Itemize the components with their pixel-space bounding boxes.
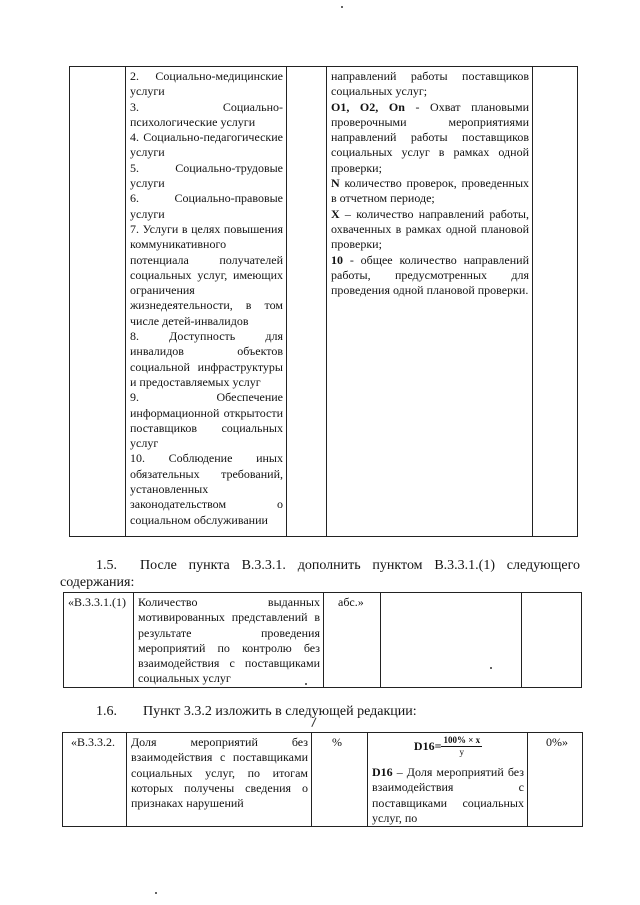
table3-value-cell	[528, 733, 583, 827]
table2-description-cell	[134, 593, 324, 688]
table3-description: Доля мероприятий без взаимодействия с поставщиками социальных услуг, по итогам которых получены сведения о признаках нарушений	[131, 735, 308, 811]
table2-description: Количество выданных мотивированных представлений в результате проведения мероприятий по контролю без взаимодействия с поставщиками социальных услуг	[138, 595, 320, 686]
scan-speck	[305, 683, 307, 685]
formula-denominator: y	[459, 747, 464, 757]
section-1-6-text: Пункт 3.3.2 изложить в следующей редакции:	[143, 704, 417, 719]
legend-text: количество проверок, проведенных в отчетном периоде;	[331, 176, 529, 206]
service-item: 6. Социально-правовые услуги	[130, 191, 283, 221]
formula-fraction	[441, 735, 482, 758]
formula-variable: D16	[372, 765, 393, 779]
section-1-5-text: После пункта В.3.3.1. дополнить пунктом В.3.3.1.(1) следующего содержания:	[60, 558, 580, 590]
table3-formula-cell	[368, 733, 528, 827]
table2-unit-cell	[324, 593, 381, 688]
table1-description-cell	[126, 67, 287, 537]
legend-line	[331, 100, 529, 176]
legend-line	[331, 69, 529, 100]
table2-formula-cell	[381, 593, 522, 688]
table-b3311	[63, 592, 582, 688]
scan-speck	[155, 892, 157, 894]
section-1-6-number: 1.6.	[96, 704, 117, 719]
formula-numerator: 100% × x	[443, 735, 481, 745]
table3-code: «В.3.3.2.	[71, 735, 116, 749]
table1-unit-cell	[287, 67, 327, 537]
table-continuation	[69, 66, 578, 537]
section-1-5	[60, 557, 580, 591]
section-1-5-number: 1.5.	[96, 558, 117, 573]
table2-code-cell	[64, 593, 134, 688]
table2-unit: абс.»	[338, 595, 364, 609]
table3-unit: %	[332, 735, 342, 749]
legend-text: - общее количество направлений работы, предусмотренных для проведения одной плановой проверки.	[331, 252, 529, 298]
legend-line	[331, 176, 529, 207]
formula-label: D16=	[413, 738, 442, 753]
legend-text: – количество направлений работы, охваченных в рамках одной плановой проверки;	[331, 206, 529, 252]
legend-text: направлений работы поставщиков социальных услуг;	[331, 69, 529, 99]
table3-code-cell	[63, 733, 127, 827]
table3-unit-cell	[312, 733, 368, 827]
section-1-6	[96, 703, 576, 720]
service-item: 4. Социально-педагогические услуги	[130, 130, 283, 160]
legend-variable: 10	[331, 252, 343, 267]
legend-line	[331, 207, 529, 253]
formula-legend	[327, 67, 532, 298]
table2-code: «В.3.3.1.(1)	[68, 595, 126, 609]
legend-text: - Охват плановыми проверочными мероприятиями направлений работы поставщиков социальных услуг в рамках одной проверки;	[331, 99, 529, 175]
legend-line	[331, 253, 529, 299]
service-item: 7. Услуги в целях повышения коммуникативного потенциала получателей социальных услуг, имеющих ограничения жизнедеятельности, в том числе детей-инвалидов	[130, 221, 283, 328]
table3-description-cell	[127, 733, 312, 827]
service-item: 3. Социально-психологические услуги	[130, 99, 283, 129]
scan-speck	[341, 6, 343, 8]
service-item: 10. Соблюдение иных обязательных требований, установленных законодательством о социальном обслуживании	[130, 451, 283, 527]
formula-equation	[372, 735, 524, 765]
table-b332	[62, 732, 583, 827]
service-item: 8. Доступность для инвалидов объектов социальной инфраструктуры и предоставляемых услуг	[130, 329, 283, 389]
legend-variable: O1, O2, On	[331, 99, 405, 114]
formula-description	[372, 765, 524, 826]
service-item: 2. Социально-медицинские услуги	[130, 69, 283, 99]
legend-variable: N	[331, 176, 340, 191]
service-item: 9. Обеспечение информационной открытости поставщиков социальных услуг	[130, 390, 283, 451]
table1-value-cell	[533, 67, 578, 537]
table2-value-cell	[522, 593, 582, 688]
table3-value: 0%»	[546, 735, 568, 749]
service-list	[126, 67, 286, 528]
service-item: 5. Социально-трудовые услуги	[130, 160, 283, 191]
formula-block	[368, 733, 527, 826]
table1-code-cell	[70, 67, 126, 537]
table1-formula-cell	[327, 67, 533, 537]
legend-variable: X	[331, 206, 340, 221]
formula-description-text: – Доля мероприятий без взаимодействия с поставщиками социальных услуг, по	[372, 765, 524, 825]
scan-speck	[490, 667, 492, 669]
